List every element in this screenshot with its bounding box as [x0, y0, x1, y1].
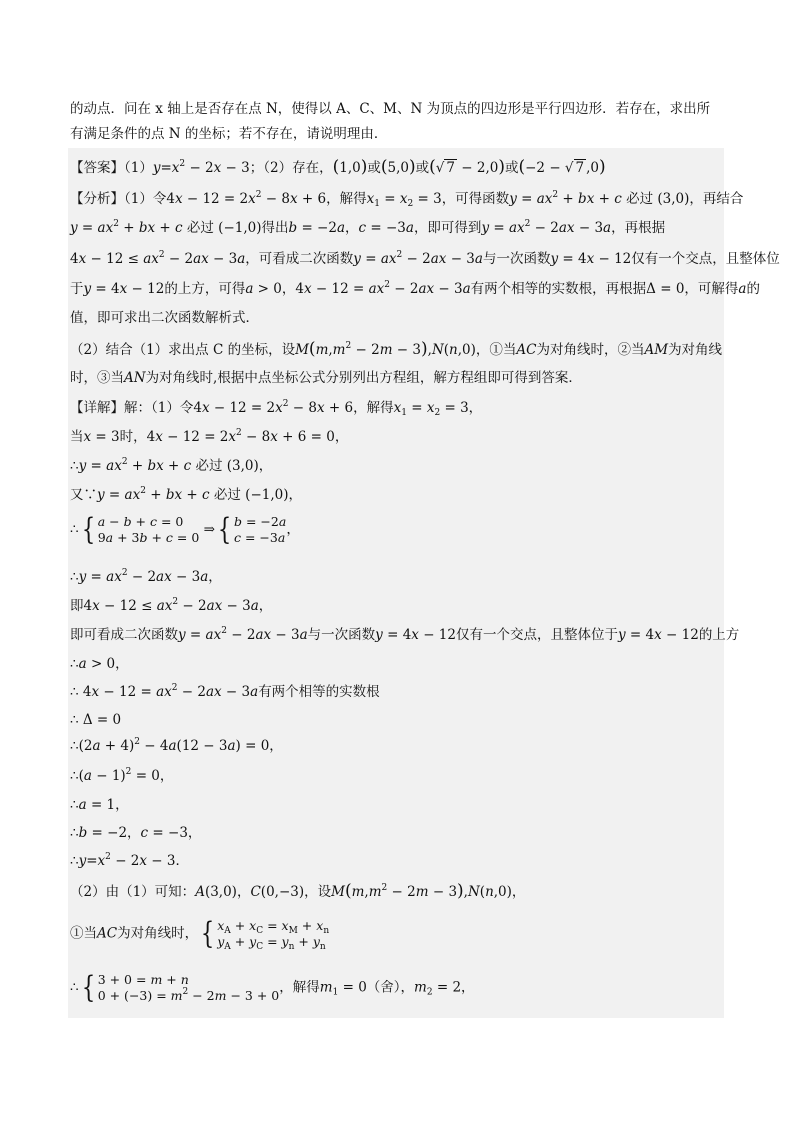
answer-line: 【答案】$(1)y=x^2 - 2x - 3$；（2）存在，(1,0)或(5,0)或(√ 7 − 2,0)或(−2 − √ 7 ,0): [70, 157, 606, 177]
analysis-line-3: $4x - 12 \le ax^2 - 2ax - 3a$，可看成二次函数$y = ax^2 - 2ax - 3a$与一次函数y = 4x − 12仅有一个交点，且整体位: [70, 250, 780, 267]
detail-line-6: ∴y = $ax^2 - 2ax - 3a$，: [70, 568, 222, 585]
analysis-line-4: 于y = 4x − 12的上方，可得a > 0，$4x - 12 = ax^2 - 2ax - 3a$有两个相等的实数根，再根据Δ = 0，可解得a的: [70, 280, 760, 297]
analysis-line-1: 【分析】（1）令$4x - 12 = 2x^2 - 8x + 6$，解得$x_1 = x_2 = 3$，可得函数$y = ax^2$ + bx + c 必过 (3,0)，再结合: [70, 190, 744, 209]
detail-line-17: （2）由（1）可知：A(3,0)，C(0,−3)，设$M(m,m^2 - 2m - 3),N(n,0)$，: [70, 881, 526, 901]
detail-line-13: ∴(a − 1)$^2$ = 0，: [70, 767, 174, 784]
detail-line-3: ∴y = $ax^2$ + bx + c 必过 (3,0)，: [70, 457, 273, 474]
analysis-line-2: $y = ax^2$ + bx + c 必过 (−1,0)得出b = −2a，c = −3a，即可得到$y = ax^2 - 2ax - 3a$，再根据: [70, 219, 666, 236]
detail-line-5: ∴{ a − b + c = 0 9a + 3b + c = 0 ⇒{ b = −2a c = −3a ，: [70, 512, 300, 547]
detail-line-4: 又∵y = $ax^2$ + bx + c 必过 (−1,0)，: [70, 486, 302, 503]
question-line-2: 有满足条件的点 N 的坐标；若不存在，请说明理由．: [70, 126, 388, 142]
question-line-1: 的动点．问在 x 轴上是否存在点 N，使得以 A、C、M、N 为顶点的四边形是平行四边形．若存在，求出所: [70, 101, 711, 117]
analysis-line-6: （2）结合（1）求出点 C 的坐标，设$M(m,m^2 - 2m - 3),N(n,0)$，①当AC为对角线时，②当AM为对角线: [70, 339, 723, 359]
detail-line-8: 即可看成二次函数$y = ax^2 - 2ax - 3a$与一次函数y = 4x − 12仅有一个交点，且整体位于y = 4x − 12的上方: [70, 626, 740, 643]
analysis-line-7: 时，③当AN为对角线时,根据中点坐标公式分别列出方程组，解方程组即可得到答案．: [70, 370, 582, 386]
detail-line-14: ∴a = 1，: [70, 797, 129, 813]
analysis-line-5: 值，即可求出二次函数解析式．: [70, 310, 259, 326]
detail-line-10: ∴ $4x - 12 = ax^2 - 2ax - 3a$有两个相等的实数根: [70, 683, 380, 700]
detail-line-15: ∴b = −2，c = −3，: [70, 825, 202, 841]
detail-tag: 【详解】: [70, 400, 124, 416]
detail-line-16: $\therefore y=x^2 - 2x - 3$．: [70, 852, 189, 869]
detail-line-19: ∴{ 3 + 0 = m + n $0 + (-3) = m^2 - 2m - 3 + 0$ ，解得$m_1 = 0$（舍），$m_2 = 2$，: [70, 970, 475, 1005]
detail-line-7: 即$4x - 12 \le ax^2 - 2ax - 3a$，: [70, 597, 273, 614]
detail-line-1: 【详解】解：（1）令$4x - 12 = 2x^2 - 8x + 6$，解得$x_1 = x_2 = 3$，: [70, 399, 483, 418]
answer-tag: 【答案】: [70, 160, 124, 176]
detail-line-12: ∴(2a + 4)$^2$ − 4a(12 − 3a) = 0，: [70, 737, 283, 754]
detail-line-9: ∴a > 0，: [70, 656, 129, 672]
analysis-tag: 【分析】: [70, 191, 124, 207]
detail-line-11: ∴ Δ = 0: [70, 712, 122, 728]
detail-line-18: ①当AC为对角线时，{ $x_A + x_C = x_M + x_n$ $y_A + y_C = y_n + y_n$: [70, 916, 330, 952]
detail-line-2: 当x = 3时，$4x - 12 = 2x^2 - 8x + 6 = 0$，: [70, 428, 349, 445]
